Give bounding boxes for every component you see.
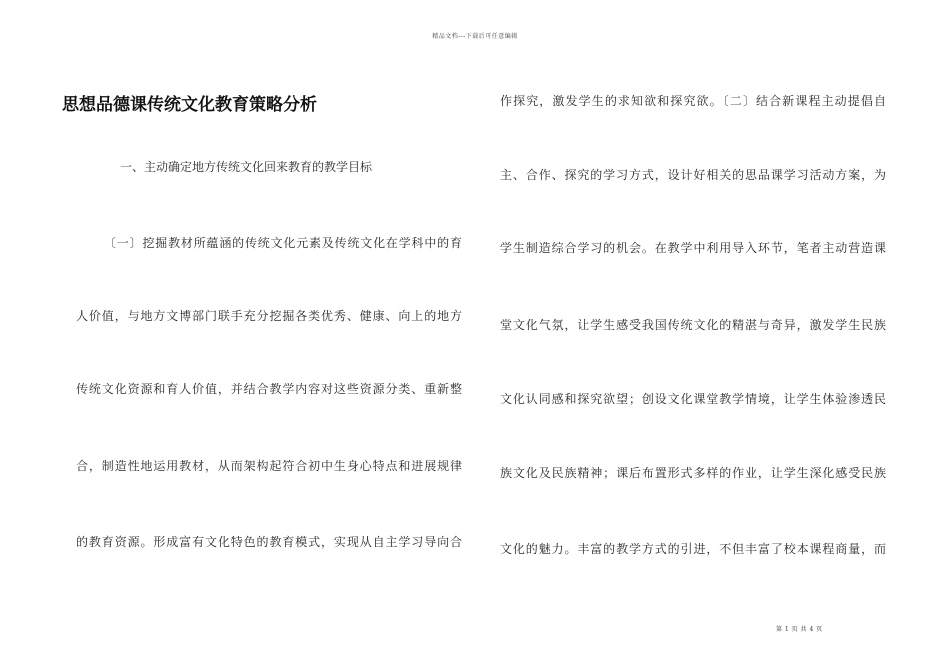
header-note: 精品文档---下载后可任意编辑 bbox=[432, 33, 518, 40]
section-heading: 一、主动确定地方传统文化回来教育的教学目标 bbox=[120, 160, 373, 174]
paragraph-line: 人价值，与地方文博部门联手充分挖掘各类优秀、健康、向上的地方 bbox=[76, 309, 462, 323]
paragraph-line: 文化的魅力。丰富的教学方式的引进，不但丰富了校本课程商量，而 bbox=[500, 542, 886, 556]
paragraph-line: 的教育资源。形成富有文化特色的教育模式，实现从自主学习导向合 bbox=[76, 535, 462, 549]
paragraph-line: 合，制造性地运用教材，从而架构起符合初中生身心特点和进展规律 bbox=[76, 459, 462, 473]
paragraph-line: 主、合作、探究的学习方式，设计好相关的思品课学习活动方案，为 bbox=[500, 168, 886, 182]
paragraph-line: 堂文化气氛，让学生感受我国传统文化的精湛与奇异，激发学生民族 bbox=[500, 318, 886, 332]
paragraph-line: 文化认同感和探究欲望；创设文化课堂教学情境，让学生体验渗透民 bbox=[500, 392, 886, 406]
paragraph-line: 族文化及民族精神；课后布置形式多样的作业，让学生深化感受民族 bbox=[500, 466, 886, 480]
document-title: 思想品德课传统文化教育策略分析 bbox=[62, 95, 317, 115]
paragraph-line: 传统文化资源和育人价值，并结合教学内容对这些资源分类、重新整 bbox=[76, 382, 462, 396]
paragraph-line: 作探究，激发学生的求知欲和探究欲。〔二〕结合新课程主动提倡自 bbox=[500, 94, 886, 108]
paragraph-line: 学生制造综合学习的机会。在教学中利用导入环节，笔者主动营造课 bbox=[500, 241, 886, 255]
page-number: 第 1 页 共 4 页 bbox=[776, 626, 823, 633]
paragraph-line: 〔一〕挖掘教材所蕴涵的传统文化元素及传统文化在学科中的育 bbox=[104, 236, 462, 250]
